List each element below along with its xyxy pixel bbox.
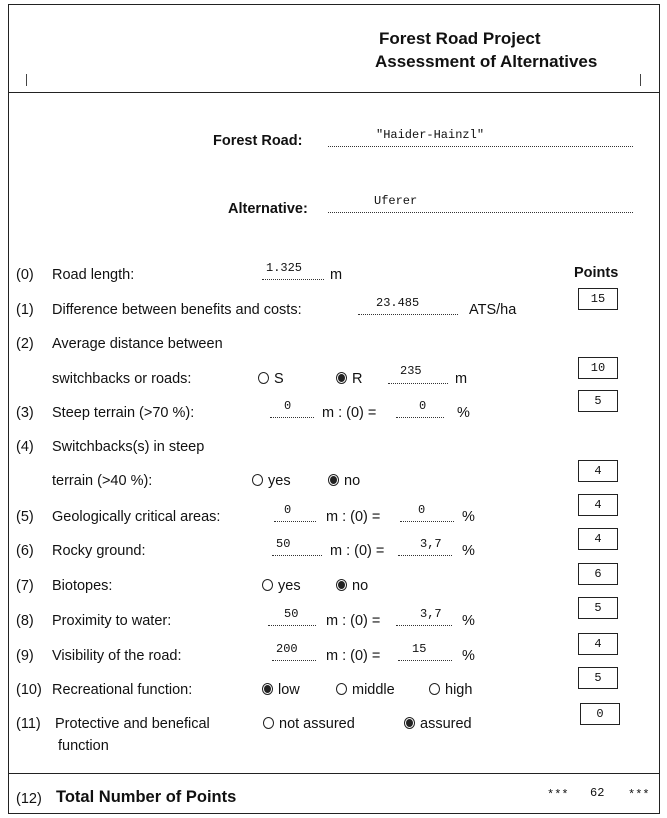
option-yes-4-label: yes — [268, 473, 291, 489]
index-1: (1) — [16, 302, 34, 318]
option-s-label: S — [274, 371, 284, 387]
switchbacks-label-2: terrain (>40 %): — [52, 473, 153, 489]
steep-terrain-pct-line — [396, 417, 444, 418]
total-stars-left: *** — [547, 788, 569, 802]
proximity-water-pct-line — [396, 625, 452, 626]
points-box-4[interactable]: 4 — [578, 460, 618, 482]
index-5: (5) — [16, 509, 34, 525]
option-yes-4[interactable] — [252, 473, 291, 489]
title-line-2: Assessment of Alternatives — [375, 52, 598, 71]
option-middle-label: middle — [352, 682, 395, 698]
avg-distance-value[interactable]: 235 — [400, 364, 422, 378]
steep-terrain-m-unit: m : (0) = — [322, 405, 377, 421]
visibility-label: Visibility of the road: — [52, 648, 182, 664]
option-assured-label: assured — [420, 716, 472, 732]
protective-label-2: function — [58, 738, 109, 754]
avg-distance-label-2: switchbacks or roads: — [52, 371, 192, 387]
benefit-cost-unit: ATS/ha — [469, 302, 517, 318]
index-10: (10) — [16, 682, 42, 698]
visibility-m-line — [272, 660, 316, 661]
option-yes-7-label: yes — [278, 578, 301, 594]
total-stars-right: *** — [628, 788, 650, 802]
rocky-ground-m-value[interactable]: 50 — [276, 537, 291, 551]
visibility-pct-unit: % — [462, 648, 475, 664]
index-12: (12) — [16, 791, 42, 807]
geological-pct-line — [400, 521, 454, 522]
proximity-water-pct-unit: % — [462, 613, 475, 629]
points-box-6[interactable]: 4 — [578, 528, 618, 550]
radio-yes-7[interactable] — [262, 579, 273, 591]
total-label: Total Number of Points — [56, 788, 237, 806]
radio-s[interactable] — [258, 372, 269, 384]
visibility-pct-value[interactable]: 15 — [412, 642, 427, 656]
option-yes-7[interactable] — [262, 578, 301, 594]
rocky-ground-m-line — [272, 555, 322, 556]
radio-high[interactable] — [429, 683, 440, 695]
radio-yes-4[interactable] — [252, 474, 263, 486]
points-box-9[interactable]: 4 — [578, 633, 618, 655]
geological-m-value[interactable]: 0 — [284, 503, 292, 517]
biotopes-label: Biotopes: — [52, 578, 113, 594]
index-11: (11) — [16, 716, 41, 732]
steep-terrain-pct-value[interactable]: 0 — [419, 399, 427, 413]
proximity-water-label: Proximity to water: — [52, 613, 172, 629]
points-box-7[interactable]: 6 — [578, 563, 618, 585]
alternative-line — [328, 212, 633, 213]
index-6: (6) — [16, 543, 34, 559]
option-no-4[interactable] — [328, 473, 360, 489]
avg-distance-line — [388, 383, 448, 384]
option-not-assured-label: not assured — [279, 716, 355, 732]
alternative-value[interactable]: Uferer — [374, 194, 418, 208]
points-box-3[interactable]: 5 — [578, 390, 618, 412]
visibility-pct-line — [398, 660, 452, 661]
option-no-4-label: no — [344, 473, 361, 489]
option-not-assured[interactable] — [263, 716, 355, 732]
benefit-cost-value[interactable]: 23.485 — [376, 296, 420, 310]
forest-road-label: Forest Road: — [213, 133, 303, 149]
steep-terrain-label: Steep terrain (>70 %): — [52, 405, 195, 421]
index-8: (8) — [16, 613, 34, 629]
avg-distance-unit: m — [455, 371, 468, 387]
geological-m-line — [274, 521, 316, 522]
geological-m-unit: m : (0) = — [326, 509, 381, 525]
recreational-label: Recreational function: — [52, 682, 193, 698]
visibility-m-value[interactable]: 200 — [276, 642, 298, 656]
geological-pct-value[interactable]: 0 — [418, 503, 426, 517]
index-0: (0) — [16, 267, 34, 283]
rocky-ground-pct-line — [398, 555, 452, 556]
rocky-ground-label: Rocky ground: — [52, 543, 146, 559]
visibility-m-unit: m : (0) = — [326, 648, 381, 664]
proximity-water-m-unit: m : (0) = — [326, 613, 381, 629]
divider-tick — [26, 74, 27, 86]
steep-terrain-pct-unit: % — [457, 405, 470, 421]
avg-distance-label-1: Average distance between — [52, 336, 223, 352]
radio-no-4[interactable] — [328, 474, 339, 486]
points-box-1[interactable]: 15 — [578, 288, 618, 310]
geological-label: Geologically critical areas: — [52, 509, 221, 525]
proximity-water-m-line — [268, 625, 316, 626]
protective-label-1: Protective and benefical — [55, 716, 210, 732]
points-header: Points — [574, 265, 619, 281]
option-r-label: R — [352, 371, 363, 387]
road-length-unit: m — [330, 267, 343, 283]
radio-r[interactable] — [336, 372, 347, 384]
steep-terrain-m-value[interactable]: 0 — [284, 399, 292, 413]
option-assured[interactable] — [404, 716, 472, 732]
steep-terrain-m-line — [270, 417, 314, 418]
rocky-ground-pct-unit: % — [462, 543, 475, 559]
rocky-ground-pct-value[interactable]: 3,7 — [420, 537, 442, 551]
index-4: (4) — [16, 439, 34, 455]
option-low-label: low — [278, 682, 300, 698]
forest-road-line — [328, 146, 633, 147]
radio-middle[interactable] — [336, 683, 347, 695]
points-box-8[interactable]: 5 — [578, 597, 618, 619]
total-value: 62 — [590, 786, 605, 800]
radio-assured[interactable] — [404, 717, 415, 729]
option-middle[interactable] — [336, 682, 395, 698]
benefit-cost-line — [358, 314, 458, 315]
total-divider — [8, 773, 660, 774]
index-3: (3) — [16, 405, 34, 421]
points-box-2[interactable]: 10 — [578, 357, 618, 379]
option-high-label: high — [445, 682, 473, 698]
proximity-water-m-value[interactable]: 50 — [284, 607, 299, 621]
option-s[interactable] — [258, 371, 284, 387]
radio-not-assured[interactable] — [263, 717, 274, 729]
option-r[interactable] — [336, 371, 362, 387]
road-length-line — [262, 279, 324, 280]
divider-tick — [640, 74, 641, 86]
switchbacks-label-1: Switchbacks(s) in steep — [52, 439, 205, 455]
option-high[interactable] — [429, 682, 472, 698]
radio-low[interactable] — [262, 683, 273, 695]
title-line-1: Forest Road Project — [379, 29, 541, 48]
points-box-5[interactable]: 4 — [578, 494, 618, 516]
points-box-10[interactable]: 5 — [578, 667, 618, 689]
road-length-value[interactable]: 1.325 — [266, 261, 303, 275]
alternative-label: Alternative: — [228, 201, 308, 217]
header-divider — [8, 92, 660, 93]
benefit-cost-label: Difference between benefits and costs: — [52, 302, 302, 318]
geological-pct-unit: % — [462, 509, 475, 525]
option-low[interactable] — [262, 682, 300, 698]
road-length-label: Road length: — [52, 267, 135, 283]
points-box-11[interactable]: 0 — [580, 703, 620, 725]
proximity-water-pct-value[interactable]: 3,7 — [420, 607, 442, 621]
radio-no-7[interactable] — [336, 579, 347, 591]
index-7: (7) — [16, 578, 34, 594]
index-2: (2) — [16, 336, 34, 352]
rocky-ground-m-unit: m : (0) = — [330, 543, 385, 559]
index-9: (9) — [16, 648, 34, 664]
forest-road-value[interactable]: "Haider-Hainzl" — [376, 128, 485, 142]
option-no-7[interactable] — [336, 578, 368, 594]
option-no-7-label: no — [352, 578, 369, 594]
